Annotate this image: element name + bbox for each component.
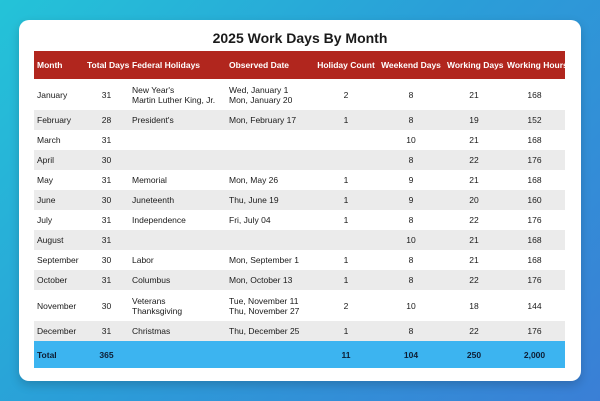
total-days-sum: 365 <box>99 349 114 360</box>
total-days-cell: 31 <box>101 215 112 225</box>
weekend-days-cell: 10 <box>406 300 416 311</box>
federal-holiday-cell-line: Veterans <box>132 295 166 306</box>
working-days-cell: 20 <box>469 195 479 205</box>
observed-date-cell-line: Thu, December 25 <box>229 326 300 336</box>
observed-date-cell-line: Mon, September 1 <box>229 255 299 265</box>
observed-date-cell <box>226 230 314 250</box>
table-row <box>34 230 565 250</box>
observed-date-cell <box>226 190 314 210</box>
header-federal-holidays: Federal Holidays <box>132 60 201 70</box>
month-cell: June <box>37 195 56 205</box>
observed-date-cell <box>226 210 314 230</box>
total-working-days: 250 <box>466 349 482 360</box>
working-days-cell: 21 <box>469 255 479 265</box>
working-days-cell: 18 <box>469 300 479 311</box>
month-cell: October <box>37 275 68 285</box>
table-row <box>34 321 565 341</box>
weekend-days-cell: 10 <box>406 235 416 245</box>
observed-date-cell-line: Mon, October 13 <box>229 275 293 285</box>
working-days-cell: 21 <box>469 89 479 100</box>
table-body <box>34 79 565 341</box>
header-observed-date: Observed Date <box>229 60 289 70</box>
working-hours-cell: 176 <box>527 275 542 285</box>
table-row <box>34 210 565 230</box>
working-days-cell: 21 <box>469 235 479 245</box>
work-days-table <box>34 51 568 368</box>
table-row <box>34 110 565 130</box>
federal-holiday-cell <box>129 270 226 290</box>
observed-date-cell <box>226 170 314 190</box>
working-hours-cell: 176 <box>527 326 542 336</box>
federal-holiday-cell-line: Columbus <box>132 275 171 285</box>
total-days-cell: 30 <box>101 155 112 165</box>
observed-date-cell-line: Mon, January 20 <box>229 94 293 105</box>
weekend-days-cell: 9 <box>408 175 414 185</box>
total-observed-empty <box>226 341 314 368</box>
total-holiday-count: 11 <box>341 349 351 360</box>
weekend-days-cell: 9 <box>408 195 414 205</box>
working-days-cell: 21 <box>469 175 479 185</box>
federal-holiday-cell-line: President's <box>132 115 174 125</box>
header-holiday-count: Holiday Count <box>317 60 375 70</box>
weekend-days-cell: 8 <box>408 115 414 125</box>
federal-holiday-cell <box>129 290 226 321</box>
month-cell: December <box>37 326 77 336</box>
observed-date-cell-line: Mon, May 26 <box>229 175 279 185</box>
total-working-hours: 2,000 <box>523 349 546 360</box>
table-row <box>34 79 565 110</box>
page-title: 2025 Work Days By Month <box>212 30 388 46</box>
working-days-cell: 19 <box>469 115 479 125</box>
weekend-days-cell: 10 <box>406 135 416 145</box>
federal-holiday-cell <box>129 130 226 150</box>
observed-date-cell <box>226 290 314 321</box>
holiday-count-cell: 1 <box>343 175 349 185</box>
working-days-cell: 22 <box>469 326 479 336</box>
working-hours-cell: 168 <box>527 135 542 145</box>
month-cell: September <box>37 255 79 265</box>
table-row <box>34 290 565 321</box>
federal-holiday-cell <box>129 110 226 130</box>
total-days-cell: 31 <box>101 89 112 100</box>
total-days-cell: 31 <box>101 135 112 145</box>
holiday-count-cell: 2 <box>343 89 349 100</box>
table-row <box>34 270 565 290</box>
working-hours-cell: 144 <box>527 300 542 311</box>
working-days-cell: 22 <box>469 155 479 165</box>
working-hours-cell: 168 <box>527 89 542 100</box>
working-hours-cell: 160 <box>527 195 542 205</box>
weekend-days-cell: 8 <box>408 255 414 265</box>
holiday-count-cell: 1 <box>343 275 349 285</box>
total-days-cell: 31 <box>101 175 112 185</box>
weekend-days-cell: 8 <box>408 275 414 285</box>
total-days-cell: 31 <box>101 326 112 336</box>
work-days-card <box>19 20 581 381</box>
total-label: Total <box>37 349 57 360</box>
observed-date-cell <box>226 250 314 270</box>
federal-holiday-cell-line: Thanksgiving <box>132 305 183 316</box>
federal-holiday-cell-line: Independence <box>132 215 186 225</box>
federal-holiday-cell-line: Christmas <box>132 326 171 336</box>
working-hours-cell: 168 <box>527 235 542 245</box>
federal-holiday-cell <box>129 321 226 341</box>
observed-date-cell <box>226 110 314 130</box>
federal-holiday-cell-line: New Year's <box>132 84 175 95</box>
month-cell: March <box>37 135 61 145</box>
federal-holiday-cell <box>129 150 226 170</box>
working-hours-cell: 176 <box>527 215 542 225</box>
total-holidays-empty <box>129 341 226 368</box>
table-row <box>34 150 565 170</box>
total-days-cell: 30 <box>101 255 112 265</box>
holiday-count-cell: 1 <box>343 195 349 205</box>
table-row <box>34 190 565 210</box>
holiday-count-cell: 1 <box>343 255 349 265</box>
holiday-count-cell: 1 <box>343 115 349 125</box>
observed-date-cell-line: Tue, November 11 <box>229 295 299 306</box>
federal-holiday-cell-line: Juneteenth <box>132 195 175 205</box>
working-days-cell: 22 <box>469 275 479 285</box>
table-header-row <box>34 51 565 79</box>
observed-date-cell <box>226 270 314 290</box>
working-days-cell: 22 <box>469 215 479 225</box>
observed-date-cell <box>226 150 314 170</box>
holiday-count-cell: 1 <box>343 215 349 225</box>
observed-date-cell-line: Thu, June 19 <box>229 195 279 205</box>
header-weekend-days: Weekend Days <box>381 60 441 70</box>
month-cell: April <box>37 155 55 165</box>
federal-holiday-cell <box>129 79 226 110</box>
holiday-count-cell: 1 <box>343 326 349 336</box>
header-working-hours: Working Hours <box>507 60 568 70</box>
observed-date-cell-line: Mon, February 17 <box>229 115 297 125</box>
federal-holiday-cell-line: Memorial <box>132 175 167 185</box>
working-hours-cell: 176 <box>527 155 542 165</box>
holiday-count-cell <box>314 130 378 150</box>
month-cell: January <box>37 89 68 100</box>
observed-date-cell-line: Wed, January 1 <box>229 84 289 95</box>
federal-holiday-cell <box>129 230 226 250</box>
observed-date-cell-line: Fri, July 04 <box>229 215 271 225</box>
federal-holiday-cell <box>129 190 226 210</box>
federal-holiday-cell <box>129 210 226 230</box>
header-month: Month <box>37 60 63 70</box>
weekend-days-cell: 8 <box>408 215 414 225</box>
federal-holiday-cell-line: Labor <box>132 255 154 265</box>
working-hours-cell: 168 <box>527 175 542 185</box>
month-cell: August <box>37 235 64 245</box>
weekend-days-cell: 8 <box>408 155 414 165</box>
header-total-days: Total Days <box>87 60 130 70</box>
table-row <box>34 130 565 150</box>
observed-date-cell <box>226 130 314 150</box>
total-days-cell: 28 <box>101 115 112 125</box>
weekend-days-cell: 8 <box>408 89 414 100</box>
total-days-cell: 31 <box>101 235 112 245</box>
total-weekend-days: 104 <box>403 349 419 360</box>
month-cell: February <box>37 115 72 125</box>
holiday-count-cell: 2 <box>343 300 349 311</box>
month-cell: May <box>37 175 54 185</box>
header-working-days: Working Days <box>447 60 504 70</box>
total-days-cell: 31 <box>101 275 112 285</box>
working-days-cell: 21 <box>469 135 479 145</box>
month-cell: November <box>37 300 77 311</box>
total-days-cell: 30 <box>101 300 112 311</box>
holiday-count-cell <box>314 230 378 250</box>
observed-date-cell-line: Thu, November 27 <box>229 305 300 316</box>
working-hours-cell: 168 <box>527 255 542 265</box>
total-row <box>34 341 565 368</box>
table-row <box>34 170 565 190</box>
holiday-count-cell <box>314 150 378 170</box>
federal-holiday-cell <box>129 250 226 270</box>
working-hours-cell: 152 <box>527 115 542 125</box>
federal-holiday-cell <box>129 170 226 190</box>
weekend-days-cell: 8 <box>408 326 414 336</box>
month-cell: July <box>37 215 53 225</box>
observed-date-cell <box>226 79 314 110</box>
total-days-cell: 30 <box>101 195 112 205</box>
federal-holiday-cell-line: Martin Luther King, Jr. <box>132 94 216 105</box>
table-row <box>34 250 565 270</box>
observed-date-cell <box>226 321 314 341</box>
